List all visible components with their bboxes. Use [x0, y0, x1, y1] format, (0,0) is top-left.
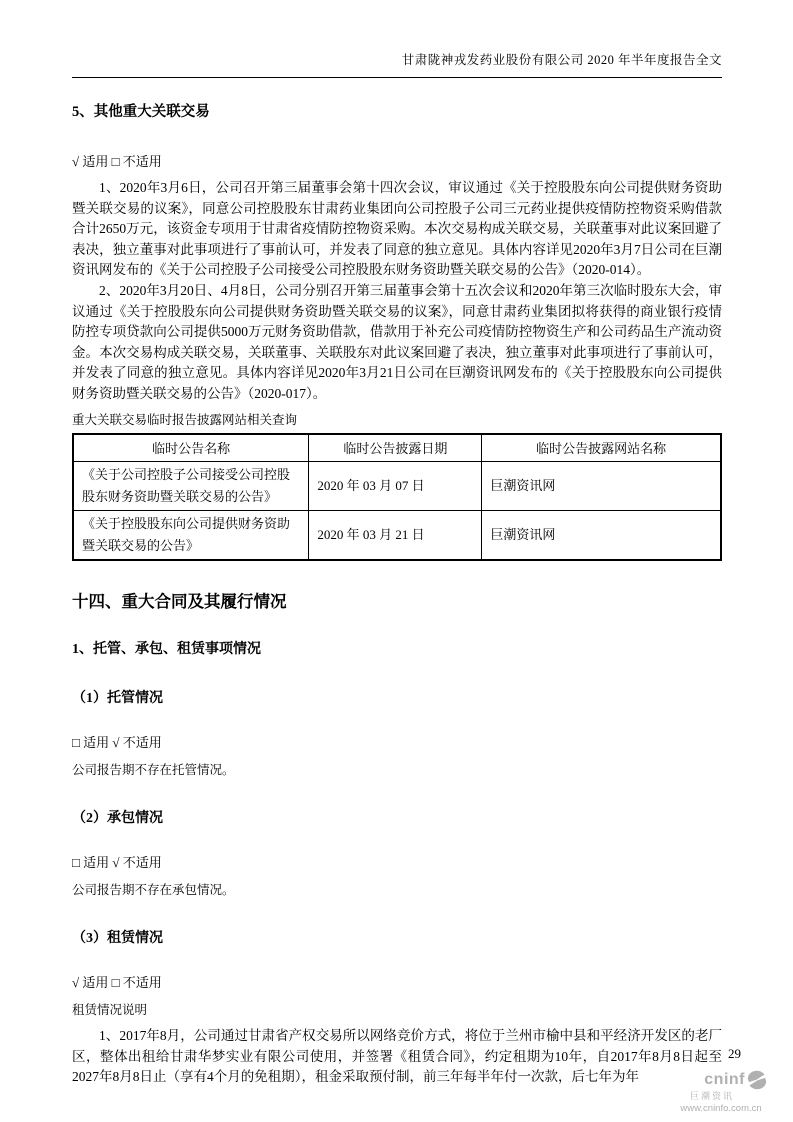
column-header-website-name: 临时公告披露网站名称	[482, 434, 721, 462]
cell-disclosure-date: 2020 年 03 月 21 日	[309, 511, 482, 561]
section-5-paragraph-2: 2、2020年3月20日、4月8日，公司分别召开第三届董事会第十五次会议和2020年第三次临时股东大会，审议通过《关于控股股东向公司提供财务资助暨关联交易的议案》，同意甘肃药业集团拟将获得的商业银行疫情防控专项贷款向公司提供5000万元财务资助借款，借款用于补充公司疫情防控物资生产和公司药品生产流动资金。本次交易构成关联交易，关联董事、关联股东对此议案回避了表决，独立董事对此事项进行了事前认可，并发表了同意的独立意见。具体内容详见2020年3月21日公司在巨潮资讯网发布的《关于控股股东向公司提供财务资助暨关联交易的公告》（2020-017）。	[72, 282, 722, 401]
item-2-contracting-heading: （2）承包情况	[72, 811, 163, 827]
section-5-applicability: √ 适用 □ 不适用	[72, 154, 162, 169]
section-5-paragraph-1: 1、2020年3月6日，公司召开第三届董事会第十四次会议，审议通过《关于控股股东向公司提供财务资助暨关联交易的议案》，同意公司控股股东甘肃药业集团向公司控股子公司三元药业提供疫情防控物资采购借款合计2650万元，该资金专项用于甘肃省疫情防控物资采购。本次交易构成关联交易，关联董事对此议案回避了表决，独立董事对此事项进行了事前认可，并发表了同意的独立意见。具体内容详见2020年3月7日公司在巨潮资讯网发布的《关于公司控股子公司接受公司控股股东财务资助暨关联交易的公告》（2020-014）。	[72, 180, 722, 278]
item-3-note-label: 租赁情况说明	[72, 1003, 148, 1018]
item-2-applicability: □ 适用 √ 不适用	[72, 855, 162, 871]
disclosure-table-caption: 重大关联交易临时报告披露网站相关查询	[72, 412, 298, 427]
cell-announcement-name: 《关于控股股东向公司提供财务资助暨关联交易的公告》	[73, 511, 309, 561]
cell-website-name: 巨潮资讯网	[482, 511, 721, 561]
cninfo-logo	[675, 1070, 767, 1114]
cninfo-url: www.cninfo.com.cn	[680, 1103, 762, 1114]
item-1-note: 公司报告期不存在托管情况。	[72, 763, 235, 778]
subsection-1-heading: 1、托管、承包、租赁事项情况	[72, 642, 261, 658]
cell-announcement-name: 《关于公司控股子公司接受公司控股股东财务资助暨关联交易的公告》	[73, 462, 309, 511]
disclosure-table	[72, 433, 722, 562]
item-2-note: 公司报告期不存在承包情况。	[72, 883, 235, 898]
section-14-heading: 十四、重大合同及其履行情况	[72, 592, 287, 612]
cninfo-swirl-icon	[747, 1070, 767, 1090]
cninfo-logo-row	[675, 1070, 767, 1090]
document-header-title: 甘肃陇神戎发药业股份有限公司 2020 年半年度报告全文	[401, 53, 722, 67]
item-3-leasing-heading: （3）租赁情况	[72, 931, 163, 947]
document-header	[72, 50, 722, 78]
cell-website-name: 巨潮资讯网	[482, 462, 721, 511]
item-1-custody-heading: （1）托管情况	[72, 691, 163, 707]
disclosure-table-header-row	[73, 434, 721, 462]
table-row	[73, 511, 721, 561]
column-header-announcement-name: 临时公告名称	[73, 434, 309, 462]
page-number: 29	[728, 1046, 741, 1061]
item-1-applicability: □ 适用 √ 不适用	[72, 735, 162, 751]
table-row	[73, 462, 721, 511]
cninfo-brand-text: cninf	[704, 1071, 745, 1088]
cell-disclosure-date: 2020 年 03 月 07 日	[309, 462, 482, 511]
item-3-applicability: √ 适用 □ 不适用	[72, 975, 162, 991]
item-3-paragraph: 1、2017年8月，公司通过甘肃省产权交易所以网络竞价方式，将位于兰州市榆中县和平经济开发区的老厂区，整体出租给甘肃华梦实业有限公司使用，并签署《租赁合同》，约定租期为10年，自2017年8月8日起至2027年8月8日止（享有4个月的免租期），租金采取预付制，前三年每半年付一次款，后七年为年	[72, 1028, 722, 1085]
cninfo-chinese-name: 巨潮资讯	[689, 1091, 734, 1101]
column-header-disclosure-date: 临时公告披露日期	[309, 434, 482, 462]
section-5-heading: 5、其他重大关联交易	[72, 104, 210, 120]
